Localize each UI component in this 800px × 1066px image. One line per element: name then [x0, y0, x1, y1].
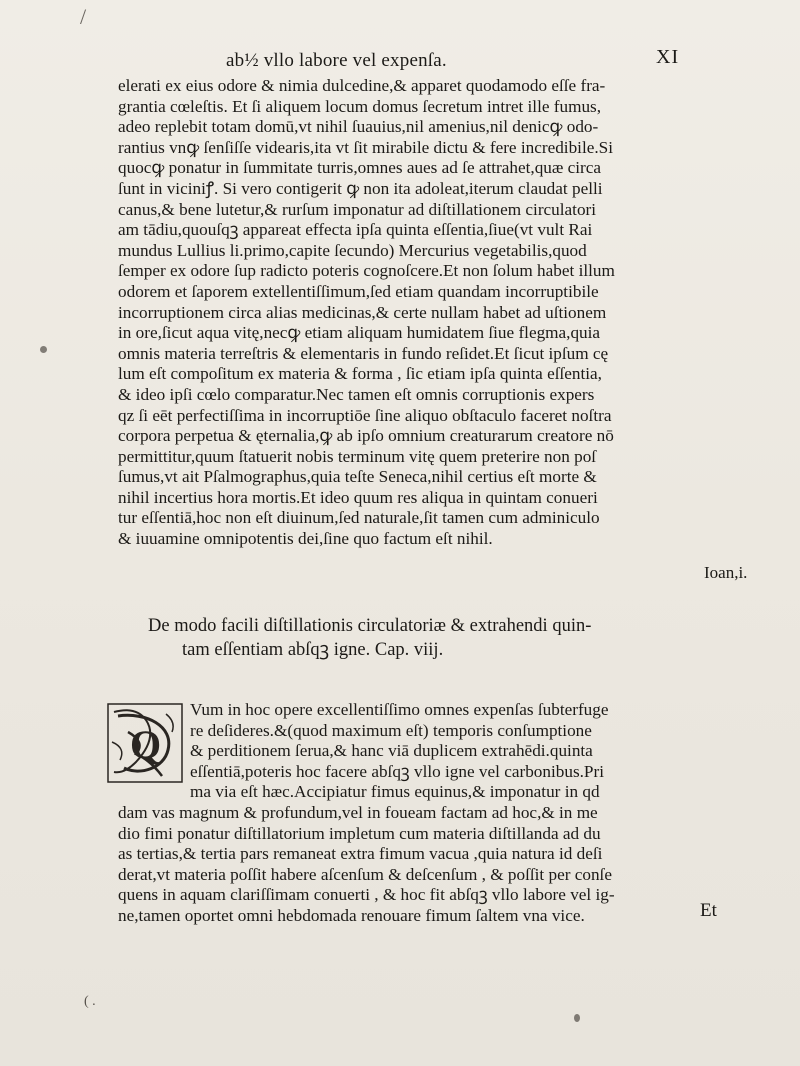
folio-number: XI [656, 46, 680, 68]
marginal-note: Ioan,i. [704, 563, 748, 582]
text-line: nihil incertius hora mortis.Et ideo quum res aliqua in quintam conueri [118, 487, 598, 507]
bottom-mark: ( . [84, 994, 96, 1009]
running-head: ab½ vllo labore vel expenſa. [226, 50, 447, 71]
text-line: ſemper ex odore ſup radicto poteris cognoſcere.Et non ſolum habet illum [118, 261, 615, 281]
text-line: & ideo ipſi cœlo comparatur.Nec tamen eſt omnis corruptionis expers [118, 384, 595, 404]
body-paragraph-2 [118, 700, 708, 927]
heading-line: De modo facili diſtillationis circulatoriæ & extrahendi quin- [148, 616, 592, 636]
initial-glyph: Q [130, 722, 162, 767]
heading-line: tam eſſentiam abſqꝫ igne. Cap. viij. [182, 640, 444, 660]
body-paragraph-1 [118, 76, 698, 550]
ink-spot [40, 346, 47, 353]
text-line: adeo replebit totam domū,vt nihil ſuauius,nil amenius,nil denicꝙ odo- [118, 117, 599, 137]
text-line: mundus Lullius li.primo,capite ſecundo) Mercurius vegetabilis,quod [118, 240, 587, 260]
catchword: Et [700, 900, 717, 921]
text-line: elerati ex eius odore & nimia dulcedine,& apparet quodamodo eſſe fra- [118, 76, 606, 95]
text-line: & perditionem ſerua,& hanc viā duplicem extrahēdi.quinta [190, 741, 593, 761]
text-line: qz ſi eēt perfectiſſima in incorruptiōe ſine aliquo obſtaculo faceret noſtra [118, 405, 612, 425]
text-line: ſumus,vt ait Pſalmographus,quia teſte Seneca,nihil certius eſt morte & [118, 467, 597, 487]
text-line: permittitur,quum ſtatuerit nobis terminum vitę quem preterire non poſ [118, 446, 597, 466]
text-line: incorruptionem circa alias medicinas,& certe nullam habet ad uſtionem [118, 302, 607, 322]
text-line: canus,& bene lutetur,& rurſum imponatur ad diſtillationem circulatori [118, 199, 597, 219]
text-line: rantius vnꝙ ſenſiſſe videaris,ita vt ſit mirabile dictu & fere incredibile.Si [118, 137, 613, 157]
text-line: derat,vt materia poſſit habere aſcenſum & deſcenſum , & poſſit per conſe [118, 864, 612, 884]
chapter-heading [148, 614, 668, 662]
ink-spot [574, 1014, 580, 1022]
text-line: lum eſt compoſitum ex materia & forma , ſic etiam ipſa quinta eſſentia, [118, 364, 602, 384]
text-line: omnis materia terreſtris & elementaris in fundo reſidet.Et ſicut ipſum cę [118, 343, 609, 363]
text-line: eſſentiā,poteris hoc facere abſqꝫ vllo igne vel carbonibus.Pri [190, 761, 604, 781]
text-line: quens in aquam clariſſimam conuerti , & hoc fit abſqꝫ vllo labore vel ig- [118, 885, 615, 905]
text-line: ſunt in viciniꝭ. Si vero contigerit ꝙ non ita adoleat,iterum claudat pelli [118, 178, 603, 198]
text-line: corpora perpetua & ęternalia,ꝙ ab ipſo omnium creaturarum creatore nō [118, 426, 614, 446]
text-line: odorem et ſaporem extellentiſſimum,ſed etiam quandam incorruptibile [118, 281, 599, 301]
text-line: in ore,ſicut aqua vitę,necꝙ etiam aliquam humidatem ſiue flegma,quia [118, 323, 601, 343]
text-line: ma via eſt hæc.Accipiatur fimus equinus,& imponatur in qd [190, 782, 600, 802]
text-line: re deſideres.&(quod maximum eſt) temporis conſumptione [190, 720, 592, 740]
text-line: dio fimi ponatur diſtillatorium impletum cum materia diſtillanda ad du [118, 823, 601, 843]
text-line: dam vas magnum & profundum,vel in foueam factam ad hoc,& in me [118, 802, 598, 822]
pen-mark: / [80, 4, 87, 29]
text-line: & iuuamine omnipotentis dei,ſine quo factum eſt nihil. [118, 529, 493, 549]
text-line: ne,tamen oportet omni hebdomada renouare fimum ſaltem vna vice. [118, 905, 585, 925]
text-line: grantia cœleſtis. Et ſi aliquem locum domus ſecretum intret ille fumus, [118, 96, 602, 116]
text-line: as tertias,& tertia pars remaneat extra fimum vacua ,quia natura id deſi [118, 844, 603, 864]
text-line: tur eſſentiā,hoc non eſt diuinum,ſed naturale,ſit tamen cum adminiculo [118, 508, 600, 528]
text-line: am tādiu,quouſqꝫ appareat effecta ipſa quinta eſſentia,ſiue(vt vult Rai [118, 220, 593, 240]
text-line: Vum in hoc opere excellentiſſimo omnes expenſas ſubterfuge [190, 700, 609, 719]
text-line: quocꝙ ponatur in ſummitate turris,omnes aues ad ſe attrahet,quæ circa [118, 158, 602, 178]
